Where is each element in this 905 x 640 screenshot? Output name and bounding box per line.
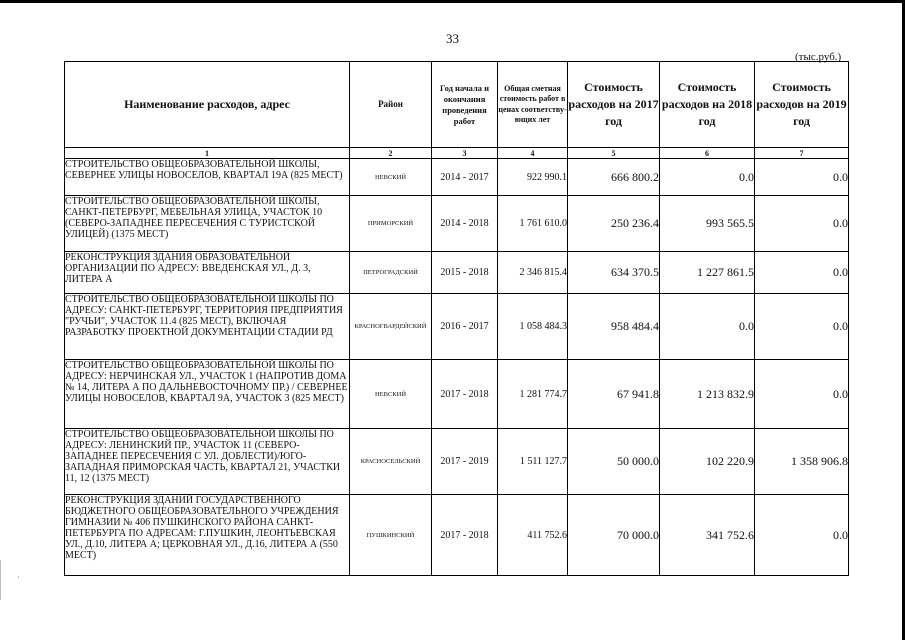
row-district: ПУШКИНСКИЙ	[350, 495, 432, 576]
row-years: 2014 - 2018	[432, 196, 498, 252]
row-total-cost: 1 761 610.0	[498, 196, 568, 252]
row-name: СТРОИТЕЛЬСТВО ОБЩЕОБРАЗОВАТЕЛЬНОЙ ШКОЛЫ ПО АДРЕСУ: НЕРЧИНСКАЯ УЛ., УЧАСТОК 1 (НАПРОТИВ ДОМА № 14, ЛИТЕРА А ПО ДАЛЬНЕВОСТОЧНОМУ ПР.) / СЕВЕРНЕЕ УЛИЦЫ НОВОСЕЛОВ, КВАРТАЛ 9А, УЧАСТОК 3 (825 МЕСТ)	[65, 360, 350, 429]
table-row	[65, 360, 849, 429]
row-cost-2019: 0.0	[755, 495, 849, 576]
table-row	[65, 196, 849, 252]
row-years: 2015 - 2018	[432, 252, 498, 294]
expenses-table	[64, 61, 849, 576]
row-total-cost: 1 058 484.3	[498, 294, 568, 360]
row-total-cost: 1 511 127.7	[498, 429, 568, 495]
row-name: СТРОИТЕЛЬСТВО ОБЩЕОБРАЗОВАТЕЛЬНОЙ ШКОЛЫ ПО АДРЕСУ: САНКТ-ПЕТЕРБУРГ, ТЕРРИТОРИЯ ПРЕДПРИЯТИЯ "РУЧЬИ", УЧАСТОК 11.4 (825 МЕСТ), ВКЛЮЧАЯ РАЗРАБОТКУ ПРОЕКТНОЙ ДОКУМЕНТАЦИИ СТАДИИ РД	[65, 294, 350, 360]
top-border	[0, 0, 905, 3]
row-total-cost: 411 752.6	[498, 495, 568, 576]
row-cost-2019: 1 358 906.8	[755, 429, 849, 495]
page-number: 33	[446, 31, 459, 46]
row-cost-2017: 67 941.8	[568, 360, 660, 429]
scan-mark	[18, 576, 19, 578]
scan-mark	[0, 560, 1, 600]
row-name: СТРОИТЕЛЬСТВО ОБЩЕОБРАЗОВАТЕЛЬНОЙ ШКОЛЫ ПО АДРЕСУ: ЛЕНИНСКИЙ ПР., УЧАСТОК 11 (СЕВЕРО-ЗАПАДНЕЕ ПЕРЕСЕЧЕНИЯ С УЛ. ДОБЛЕСТИ)/ЮГО-ЗАПАДНАЯ ПРИМОРСКАЯ ЧАСТЬ, КВАРТАЛ 21, УЧАСТКИ 11, 12 (1375 МЕСТ)	[65, 429, 350, 495]
header-district: Район	[350, 62, 432, 148]
row-cost-2019: 0.0	[755, 159, 849, 196]
row-district: КРАСНОСЕЛЬСКИЙ	[350, 429, 432, 495]
row-cost-2019: 0.0	[755, 252, 849, 294]
column-number: 7	[755, 148, 849, 159]
header-row	[65, 62, 849, 148]
row-district: НЕВСКИЙ	[350, 360, 432, 429]
header-cost-2018: Стоимость расходов на 2018 год	[660, 62, 755, 148]
row-cost-2018: 1 213 832.9	[660, 360, 755, 429]
header-total: Общая сметная стоимость работ в ценах соответству-ющих лет	[498, 62, 568, 148]
row-cost-2017: 250 236.4	[568, 196, 660, 252]
row-cost-2017: 958 484.4	[568, 294, 660, 360]
row-years: 2017 - 2018	[432, 495, 498, 576]
row-cost-2017: 666 800.2	[568, 159, 660, 196]
row-cost-2018: 102 220.9	[660, 429, 755, 495]
column-number: 6	[660, 148, 755, 159]
row-years: 2017 - 2018	[432, 360, 498, 429]
row-cost-2019: 0.0	[755, 196, 849, 252]
row-cost-2018: 1 227 861.5	[660, 252, 755, 294]
column-number: 3	[432, 148, 498, 159]
units-label: (тыс.руб.)	[795, 51, 842, 63]
table-row	[65, 429, 849, 495]
row-cost-2017: 70 000.0	[568, 495, 660, 576]
row-total-cost: 922 990.1	[498, 159, 568, 196]
row-years: 2016 - 2017	[432, 294, 498, 360]
header-name: Наименование расходов, адрес	[65, 62, 350, 148]
row-total-cost: 2 346 815.4	[498, 252, 568, 294]
row-total-cost: 1 281 774.7	[498, 360, 568, 429]
row-cost-2019: 0.0	[755, 360, 849, 429]
row-cost-2019: 0.0	[755, 294, 849, 360]
header-cost-2017: Стоимость расходов на 2017 год	[568, 62, 660, 148]
row-cost-2017: 50 000.0	[568, 429, 660, 495]
column-number: 5	[568, 148, 660, 159]
row-cost-2018: 993 565.5	[660, 196, 755, 252]
table-row	[65, 495, 849, 576]
row-district: КРАСНОГВАРДЕЙСКИЙ	[350, 294, 432, 360]
column-number: 2	[350, 148, 432, 159]
row-years: 2014 - 2017	[432, 159, 498, 196]
row-years: 2017 - 2019	[432, 429, 498, 495]
row-cost-2018: 0.0	[660, 294, 755, 360]
column-number: 1	[65, 148, 350, 159]
header-cost-2019: Стоимость расходов на 2019 год	[755, 62, 849, 148]
row-district: ПЕТРОГРАДСКИЙ	[350, 252, 432, 294]
row-cost-2018: 341 752.6	[660, 495, 755, 576]
row-cost-2018: 0.0	[660, 159, 755, 196]
row-name: РЕКОНСТРУКЦИЯ ЗДАНИЯ ОБРАЗОВАТЕЛЬНОЙ ОРГАНИЗАЦИИ ПО АДРЕСУ: ВВЕДЕНСКАЯ УЛ., Д. 3, ЛИТЕРА А	[65, 252, 350, 294]
table-row	[65, 252, 849, 294]
row-district: НЕВСКИЙ	[350, 159, 432, 196]
row-name: СТРОИТЕЛЬСТВО ОБЩЕОБРАЗОВАТЕЛЬНОЙ ШКОЛЫ, САНКТ-ПЕТЕРБУРГ, МЕБЕЛЬНАЯ УЛИЦА, УЧАСТОК 10 (СЕВЕРО-ЗАПАДНЕЕ ПЕРЕСЕЧЕНИЯ С ТУРИСТСКОЙ УЛИЦЕЙ) (1375 МЕСТ)	[65, 196, 350, 252]
row-cost-2017: 634 370.5	[568, 252, 660, 294]
row-name: СТРОИТЕЛЬСТВО ОБЩЕОБРАЗОВАТЕЛЬНОЙ ШКОЛЫ, СЕВЕРНЕЕ УЛИЦЫ НОВОСЕЛОВ, КВАРТАЛ 19А (825 МЕСТ)	[65, 159, 350, 196]
header-years: Год начала и окончания проведения работ	[432, 62, 498, 148]
column-number: 4	[498, 148, 568, 159]
row-name: РЕКОНСТРУКЦИЯ ЗДАНИЙ ГОСУДАРСТВЕННОГО БЮДЖЕТНОГО ОБЩЕОБРАЗОВАТЕЛЬНОГО УЧРЕЖДЕНИЯ ГИМНАЗИИ № 406 ПУШКИНСКОГО РАЙОНА САНКТ-ПЕТЕРБУРГА ПО АДРЕСАМ: Г.ПУШКИН, ЛЕОНТЬЕВСКАЯ УЛ., Д.10, ЛИТЕРА А; ЦЕРКОВНАЯ УЛ., Д.16, ЛИТЕРА А (550 МЕСТ)	[65, 495, 350, 576]
table-row	[65, 159, 849, 196]
row-district: ПРИМОРСКИЙ	[350, 196, 432, 252]
table-row	[65, 294, 849, 360]
column-number-row	[65, 148, 849, 159]
